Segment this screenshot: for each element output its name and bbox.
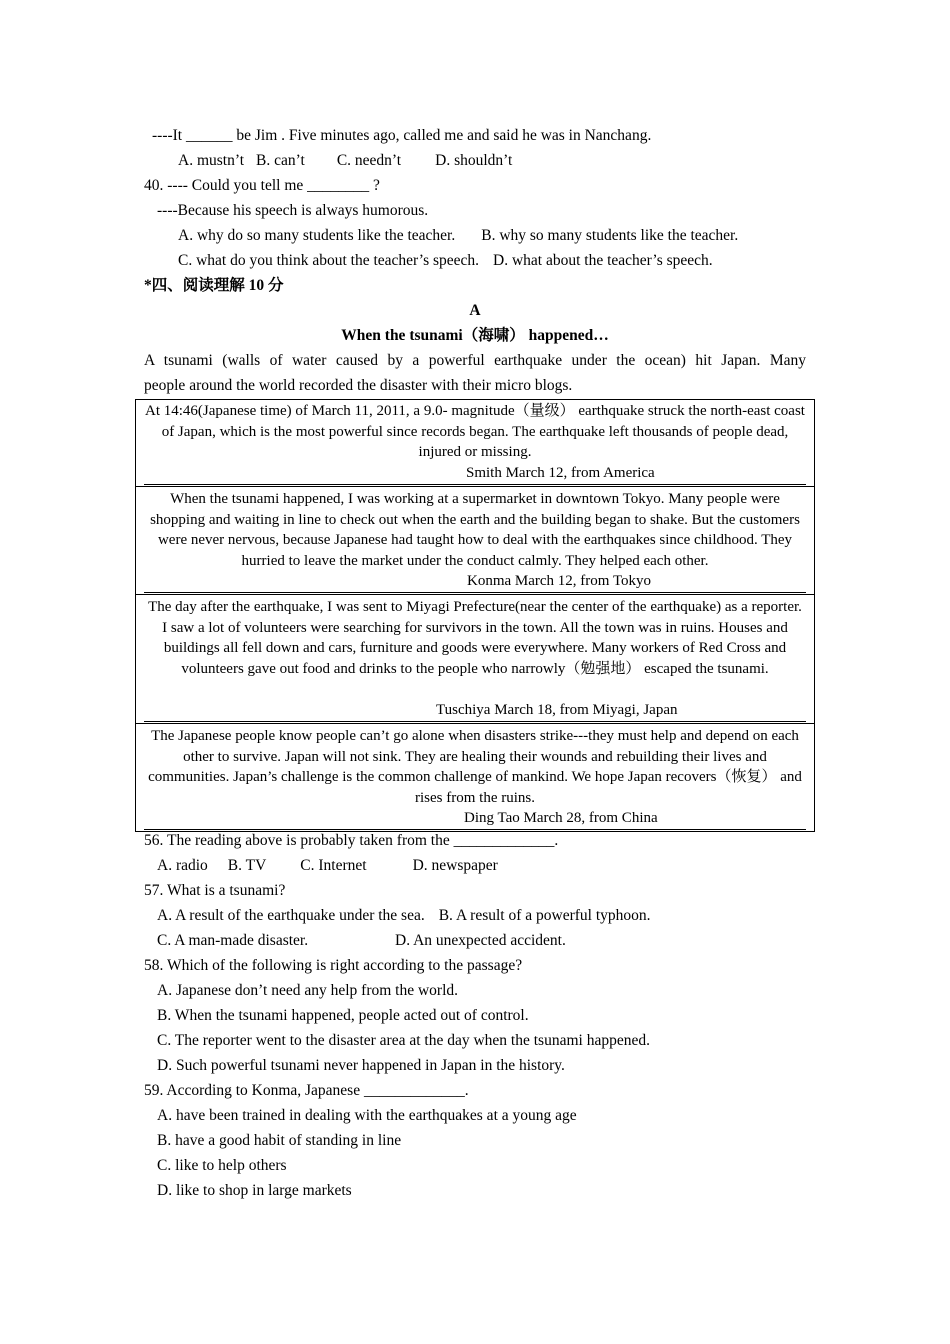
divider <box>144 829 806 830</box>
q56-option-a[interactable]: A. radio <box>157 857 208 874</box>
q39-option-d[interactable]: D. shouldn’t <box>435 152 513 169</box>
blog-signature: Konma March 12, from Tokyo <box>467 573 652 589</box>
q57-option-c[interactable]: C. A man-made disaster. <box>157 932 309 949</box>
blog-text: The day after the earthquake, I was sent to Miyagi Prefecture(near the center of the earthquake) as a reporter. I saw a lot of volunteers were searching for survivors in the town. All the town was in ruins. Houses and buildings all fell down and cars, furniture and goods were everywhere. Many workers of Red Cross and volunteers gave out food and drinks to the people who narrowly（勉强地） escaped the tsunami. <box>148 599 802 677</box>
q58-question: 58. Which of the following is right according to the passage? <box>144 957 523 974</box>
q57-question: 57. What is a tsunami? <box>144 882 286 899</box>
blog-text: At 14:46(Japanese time) of March 11, 2011, a 9.0- magnitude（量级） earthquake struck the north-east coast of Japan, which is the most powerful since records began. The earthquake left thousands of people dead, injured or missing. <box>145 403 805 461</box>
q59-question: 59. According to Konma, Japanese _____________. <box>144 1082 469 1099</box>
q57-option-a[interactable]: A. A result of the earthquake under the sea. <box>157 907 425 924</box>
q57-options-row1 <box>157 906 651 926</box>
q40-option-a[interactable]: A. why do so many students like the teacher. <box>178 227 456 244</box>
blog-text: The Japanese people know people can’t go alone when disasters strike---they must help and depend on each other to survive. Japan will not sink. They are healing their wounds and rebuilding their lives and communities. Japan’s challenge is the common challenge of mankind. We hope Japan recovers（恢复） and rises from the ruins. <box>148 728 802 806</box>
blog-entry <box>136 724 814 832</box>
blog-entry <box>136 400 814 487</box>
q56-question: 56. The reading above is probably taken from the _____________. <box>144 832 559 849</box>
q58-option-d[interactable]: D. Such powerful tsunami never happened in Japan in the history. <box>157 1057 565 1074</box>
q59-option-c[interactable]: C. like to help others <box>157 1157 287 1174</box>
divider <box>144 721 806 722</box>
q58-option-b[interactable]: B. When the tsunami happened, people acted out of control. <box>157 1007 529 1024</box>
divider <box>144 484 806 485</box>
q59-option-b[interactable]: B. have a good habit of standing in line <box>157 1132 402 1149</box>
q56-option-d[interactable]: D. newspaper <box>412 857 498 874</box>
q40-answer-line: ----Because his speech is always humorous. <box>157 202 429 219</box>
q57-option-b[interactable]: B. A result of a powerful typhoon. <box>438 907 651 924</box>
passage-intro-line1: A tsunami (walls of water caused by a powerful earthquake under the ocean) hit Japan. Many <box>144 352 806 369</box>
q40-option-b[interactable]: B. why so many students like the teacher. <box>481 227 739 244</box>
q39-stem: ----It ______ be Jim . Five minutes ago, called me and said he was in Nanchang. <box>152 127 652 144</box>
q40-options-row1 <box>178 226 738 246</box>
passage-title: When the tsunami（海啸） happened… <box>341 327 609 344</box>
q39-option-c[interactable]: C. needn’t <box>336 152 402 169</box>
q39-option-a[interactable]: A. mustn’t <box>178 152 245 169</box>
q57-options-row2 <box>157 931 566 951</box>
blog-entry <box>136 595 814 724</box>
q39-options <box>178 151 512 171</box>
section-heading: *四、阅读理解 10 分 <box>144 277 284 294</box>
q57-option-d[interactable]: D. An unexpected accident. <box>395 932 566 949</box>
q39-option-b[interactable]: B. can’t <box>256 152 305 169</box>
blog-signature: Smith March 12, from America <box>466 465 655 481</box>
passage-label: A <box>469 302 481 319</box>
divider <box>144 592 806 593</box>
q56-options <box>157 856 498 876</box>
q40-option-c[interactable]: C. what do you think about the teacher’s speech. <box>178 252 480 269</box>
passage-intro-line2: people around the world recorded the disaster with their micro blogs. <box>144 377 573 394</box>
q40-options-row2 <box>178 251 713 271</box>
blog-signature: Ding Tao March 28, from China <box>464 810 658 826</box>
q58-option-a[interactable]: A. Japanese don’t need any help from the world. <box>157 982 459 999</box>
q58-option-c[interactable]: C. The reporter went to the disaster area at the day when the tsunami happened. <box>157 1032 650 1049</box>
micro-blog-table <box>135 399 815 832</box>
q56-option-b[interactable]: B. TV <box>227 857 267 874</box>
blog-signature: Tuschiya March 18, from Miyagi, Japan <box>436 702 678 718</box>
blog-entry <box>136 487 814 595</box>
q56-option-c[interactable]: C. Internet <box>300 857 367 874</box>
blog-text: When the tsunami happened, I was working at a supermarket in downtown Tokyo. Many people were shopping and waiting in line to check out when the earth and the building began to shake. But the customers were never nervous, because Japanese had taught how to deal with the earthquakes since childhood. They hurried to leave the market under the conduct calmly. They helped each other. <box>150 491 800 569</box>
q40-question: 40. ---- Could you tell me ________ ? <box>144 177 380 194</box>
q40-option-d[interactable]: D. what about the teacher’s speech. <box>493 252 713 269</box>
q59-option-a[interactable]: A. have been trained in dealing with the earthquakes at a young age <box>157 1107 577 1124</box>
q59-option-d[interactable]: D. like to shop in large markets <box>157 1182 352 1199</box>
